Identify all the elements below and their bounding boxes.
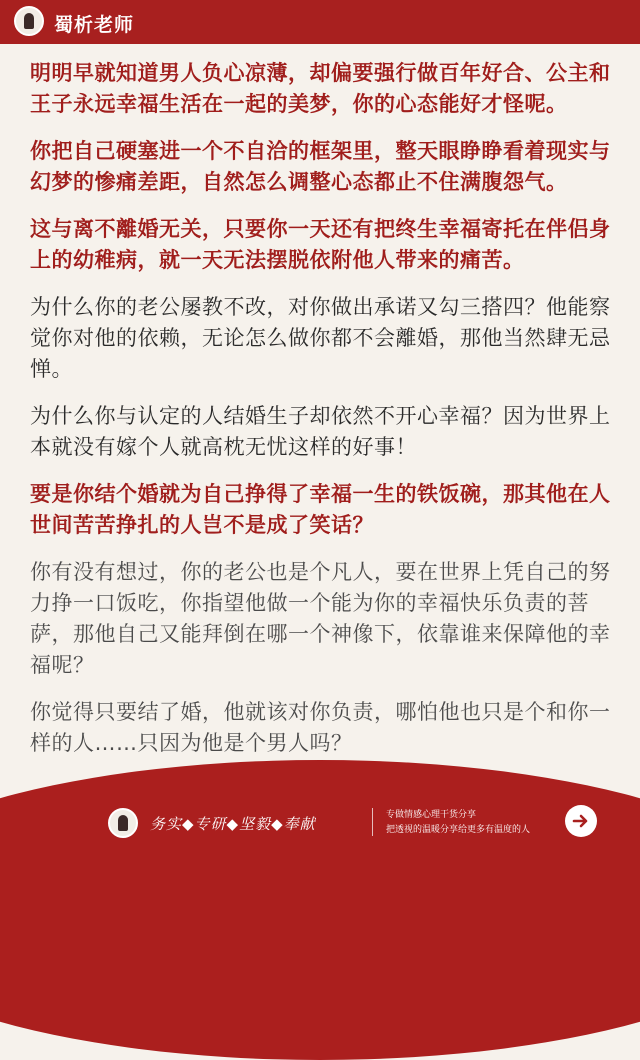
- footer-brand: [108, 805, 316, 841]
- paragraph: 明明早就知道男人负心凉薄，却偏要强行做百年好合、公主和王子永远幸福生活在一起的美梦，你的心态能好才怪呢。: [30, 61, 611, 116]
- footer-divider: [372, 808, 373, 836]
- paragraph: 你有没有想过，你的老公也是个凡人，要在世界上凭自己的努力挣一口饭吃，你指望他做一个能为你的幸福快乐负责的菩萨，那他自己又能拜倒在哪一个神像下，依靠谁来保障他的幸福呢？: [30, 560, 611, 677]
- paragraph: 为什么你与认定的人结婚生子却依然不开心幸福？因为世界上本就没有嫁个人就高枕无忧这样的好事！: [30, 404, 611, 459]
- paragraph: 你觉得只要结了婚，他就该对你负责，哪怕他也只是个和你一样的人……只因为他是个男人吗？: [30, 700, 611, 755]
- paragraph: 要是你结个婚就为自己挣得了幸福一生的铁饭碗，那其他在人世间苦苦挣扎的人岂不是成了笑话？: [30, 482, 611, 537]
- paragraph: 为什么你的老公屡教不改，对你做出承诺又勾三搭四？他能察觉你对他的依赖，无论怎么做你都不会離婚，那他当然肆无忌惮。: [30, 295, 611, 381]
- footer-avatar-icon: [108, 808, 138, 838]
- footer-background: [0, 760, 640, 1060]
- avatar-icon: [14, 6, 44, 36]
- footer-tagline: [386, 808, 530, 838]
- brand-name: 蜀析老师: [54, 14, 135, 36]
- header-bar: [0, 0, 640, 44]
- footer-slogan: 务实◆专研◆坚毅◆奉献: [150, 814, 316, 833]
- article-body: [30, 58, 615, 775]
- paragraph: 你把自己硬塞进一个不自洽的框架里，整天眼睁睁看着现实与幻梦的惨痛差距，自然怎么调整心态都止不住满腹怨气。: [30, 139, 611, 194]
- paragraph: 这与离不離婚无关，只要你一天还有把终生幸福寄托在伴侣身上的幼稚病，就一天无法摆脱依附他人带来的痛苦。: [30, 217, 611, 272]
- arrow-right-icon: [571, 811, 591, 831]
- tagline-line-2: 把透视的温暖分享给更多有温度的人: [386, 825, 531, 835]
- next-button[interactable]: [565, 805, 597, 837]
- tagline-line-1: 专做情感心理干货分享: [386, 810, 477, 820]
